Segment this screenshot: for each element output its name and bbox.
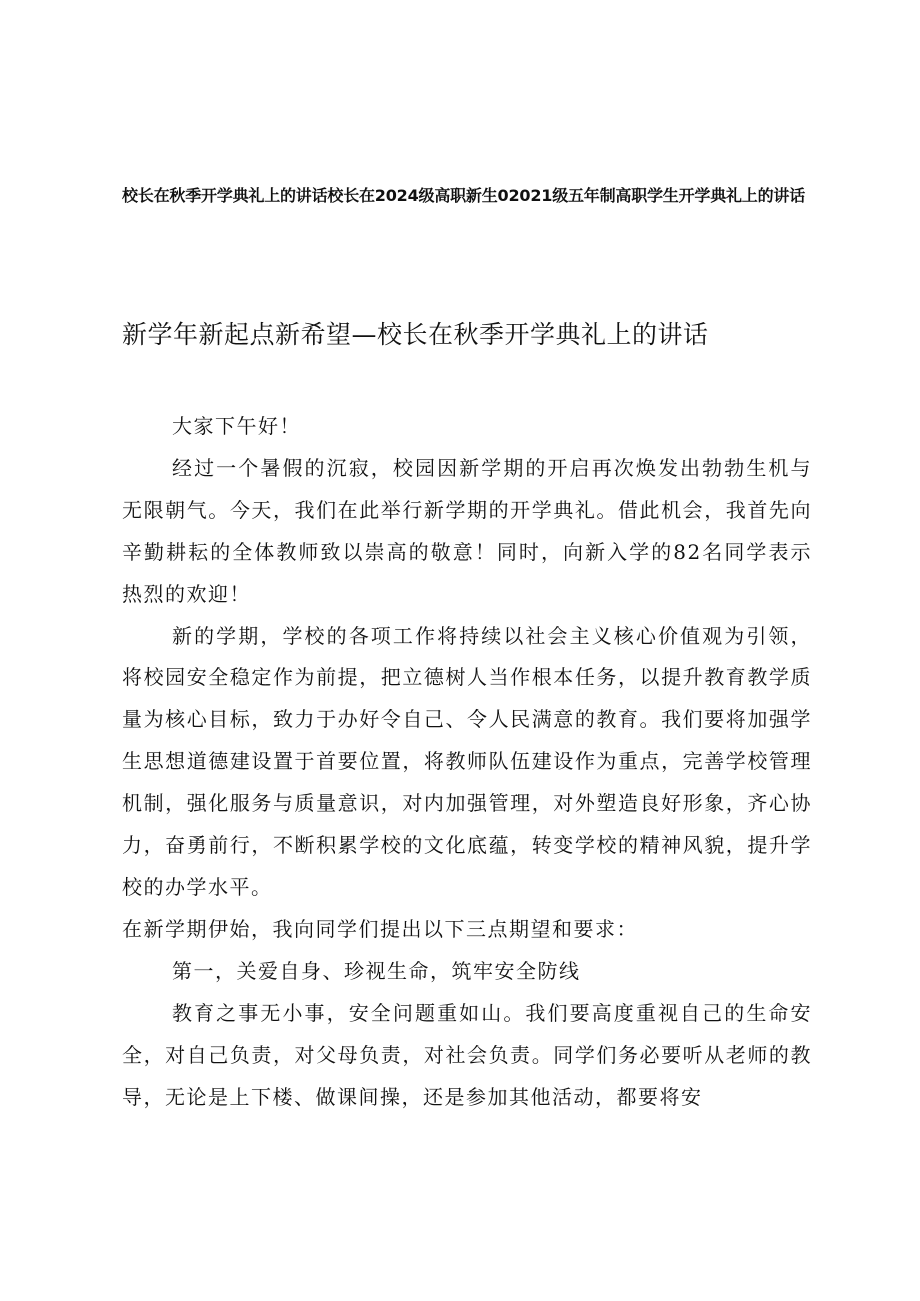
document-body — [122, 406, 812, 1118]
section-heading: 第一，关爱自身、珍视生命，筑牢安全防线 — [172, 958, 581, 983]
body-paragraph: 新的学期，学校的各项工作将持续以社会主义核心价值观为引领，将校园安全稳定作为前提，把立德树人当作根本任务，以提升教育教学质量为核心目标，致力于办好令自己、令人民满意的教育。我们要将加强学生思想道德建设置于首要位置，将教师队伍建设作为重点，完善学校管理机制，强化服务与质量意识，对内加强管理，对外塑造良好形象，齐心协力，奋勇前行，不断积累学校的文化底蕴，转变学校的精神风貌，提升学校的办学水平。 — [122, 623, 812, 899]
body-paragraph: 经过一个暑假的沉寂，校园因新学期的开启再次焕发出勃勃生机与无限朝气。今天，我们在此举行新学期的开学典礼。借此机会，我首先向辛勤耕耘的全体教师致以崇高的敬意！同时，向新入学的82名同学表示热烈的欢迎！ — [122, 455, 812, 606]
document-title: 新学年新起点新希望—校长在秋季开学典礼上的讲话 — [122, 320, 709, 349]
document-header-title: 校长在秋季开学典礼上的讲话校长在2024级高职新生02021级五年制高职学生开学典礼上的讲话 — [122, 186, 805, 205]
body-paragraph: 在新学期伊始，我向同学们提出以下三点期望和要求： — [122, 916, 638, 941]
greeting-paragraph: 大家下午好！ — [172, 414, 301, 438]
body-paragraph: 教育之事无小事，安全问题重如山。我们要高度重视自己的生命安全，对自己负责，对父母负责，对社会负责。同学们务必要听从老师的教导，无论是上下楼、做课间操，还是参加其他活动，都要将安 — [122, 1000, 812, 1109]
